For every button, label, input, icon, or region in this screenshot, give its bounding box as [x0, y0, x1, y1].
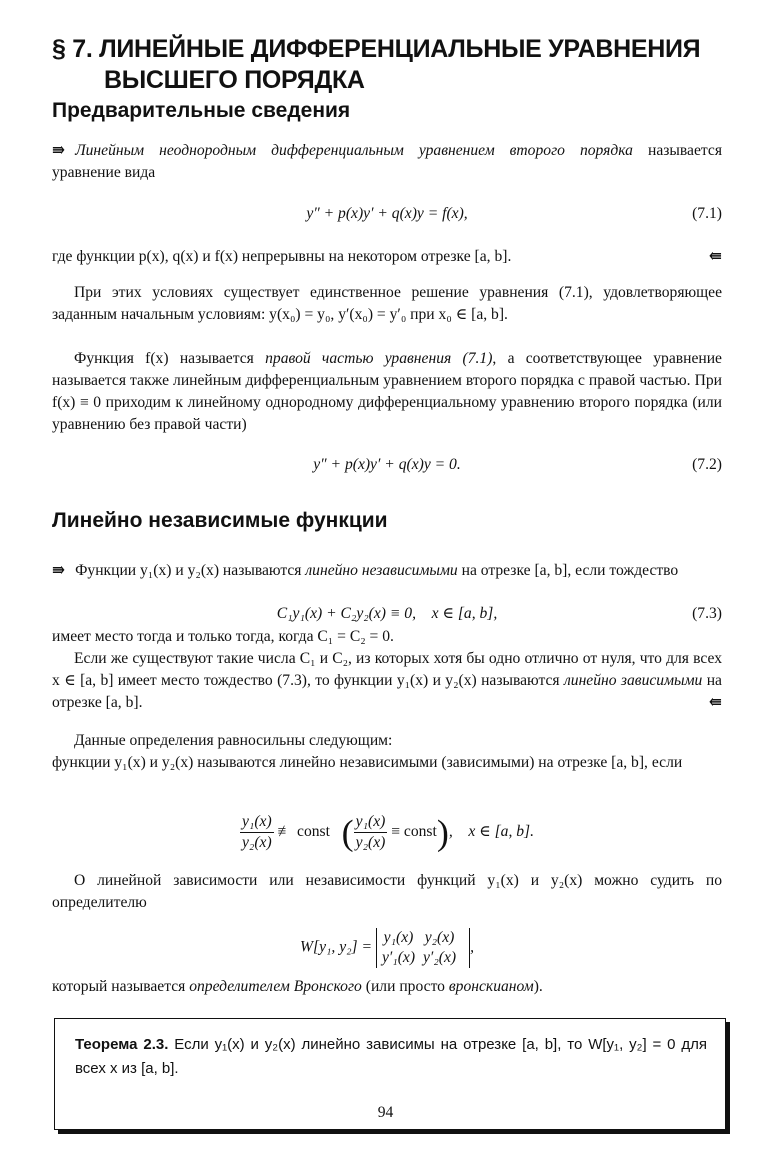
definition-paragraph-2 — [52, 560, 722, 582]
cell: y′₂(x) — [423, 949, 457, 966]
defined-term: линейно зависимыми — [563, 672, 703, 689]
text: Данные определения равносильны следующим: — [74, 732, 393, 749]
section-heading-preliminary: Предварительные сведения — [52, 99, 351, 122]
text: , x ∈ [a, b]. — [448, 823, 535, 841]
definition-end — [52, 246, 722, 268]
text: Если же существуют такие числа C₁ и C₂, из которых хотя бы одно отлично от нуля, что для всех x ∈ [a, b] имеет место тождество (7.3), то функции y₁(x) и y₂(x) называются — [52, 650, 722, 689]
text: ≡ const — [387, 823, 437, 841]
text: где функции p(x), q(x) и f(x) непрерывны на некотором отрезке [a, b]. — [52, 248, 512, 265]
formula: W[y₁, y₂] = — [300, 938, 373, 956]
text: , а соответствующее уравнение называется также линейным дифференциальным уравнением второго порядка с правой частью. При f(x) ≡ 0 приходим к линейному однородному дифференциальному уравнению второго порядка (или уравнению без правой части) — [52, 350, 722, 433]
definition-start-icon: ⇛ — [52, 142, 66, 159]
equation-7-2 — [52, 454, 722, 476]
defined-term: правой частью уравнения (7.1) — [265, 350, 493, 367]
fraction — [354, 812, 388, 853]
equation-ratio: $\frac{\text{y₁(x)}}{\text{y₂(x)}}$ ≢ const ( $\frac{\text{y₁(x)}}{\text{y₂(x)}}$ ≡ const), x ∈ [a, b]. — [241, 812, 535, 853]
equation-number: (7.1) — [692, 205, 722, 222]
page-number: 94 — [377, 1104, 394, 1121]
denominator: y₂(x) — [241, 834, 272, 851]
text: ≢ const — [273, 823, 330, 841]
text: функции y₁(x) и y₂(x) называются линейно независимыми (зависимыми) на отрезке [a, b], если — [52, 754, 683, 771]
cell: y′₁(x) — [381, 949, 416, 966]
equation-number: (7.2) — [692, 456, 722, 473]
chapter-title-line2: ВЫСШЕГО ПОРЯДКА — [104, 66, 365, 94]
formula: C₁y₁(x) + C₂y₂(x) ≡ 0, x ∈ [a, b], — [276, 605, 498, 622]
text: Функция f(x) называется — [74, 350, 266, 367]
definition-end-icon: ⇚ — [708, 248, 722, 265]
text: , — [470, 938, 474, 956]
theorem-text — [75, 1033, 707, 1081]
paragraph-right-side — [52, 348, 722, 436]
text: (или просто — [361, 978, 449, 995]
definition-condition: имеет место тогда и только тогда, когда C₁ = C₂ = 0. — [52, 628, 394, 645]
text: Функции y₁(x) и y₂(x) называются — [75, 562, 306, 579]
defined-term: линейно независимыми — [305, 562, 458, 579]
text: на отрезке [a, b], если тождество — [457, 562, 679, 579]
cell: y₂(x) — [424, 929, 455, 946]
text: Если y₁(x) и y₂(x) линейно зависимы на отрезке [a, b], то W[y₁, y₂] = 0 для всех x из [a, b]. — [75, 1036, 707, 1077]
defined-term: вронскианом — [448, 978, 534, 995]
paragraph-wronskian-name — [52, 976, 722, 998]
equation-number: (7.3) — [692, 605, 722, 622]
paragraph-equivalent — [52, 730, 722, 774]
text: ). — [533, 978, 543, 995]
formula: y″ + p(x)y′ + q(x)y = 0. — [313, 456, 461, 473]
numerator: y₁(x) — [354, 812, 388, 833]
equation-7-3 — [52, 603, 722, 625]
paragraph-dependent — [52, 648, 722, 714]
equation-wronskian — [52, 928, 722, 968]
numerator: y₁(x) — [240, 812, 274, 833]
defined-term: определителем Вронского — [189, 978, 362, 995]
equation-7-1 — [52, 203, 722, 225]
text: называется уравнение вида — [52, 142, 722, 181]
text: который называется — [52, 978, 190, 995]
chapter-title — [52, 34, 722, 96]
determinant — [376, 928, 470, 968]
chapter-title-line1: § 7. ЛИНЕЙНЫЕ ДИФФЕРЕНЦИАЛЬНЫЕ УРАВНЕНИЯ — [52, 35, 701, 63]
theorem-label: Теорема 2.3. — [75, 1036, 169, 1053]
paragraph-uniqueness: При этих условиях существует единственное решение уравнения (7.1), удовлетворяющее заданным начальным условиям: y(x₀) = y₀, y′(x₀) = y′₀ при x₀ ∈ [a, b]. — [52, 284, 722, 323]
section-heading-independent: Линейно независимые функции — [52, 509, 388, 532]
definition-end-icon: ⇚ — [708, 694, 722, 711]
paragraph-wronskian-intro: О линейной зависимости или независимости функций y₁(x) и y₂(x) можно судить по определителю — [52, 872, 722, 911]
denominator: y₂(x) — [355, 834, 386, 851]
definition-paragraph-1 — [52, 140, 722, 184]
fraction — [240, 812, 274, 853]
definition-start-icon: ⇛ — [52, 562, 66, 579]
cell: y₁(x) — [383, 929, 414, 946]
formula: y″ + p(x)y′ + q(x)y = f(x), — [306, 205, 468, 222]
defined-term: Линейным неоднородным дифференциальным уравнением второго порядка — [75, 142, 633, 159]
text: на отрезке [a, b]. — [52, 672, 722, 711]
